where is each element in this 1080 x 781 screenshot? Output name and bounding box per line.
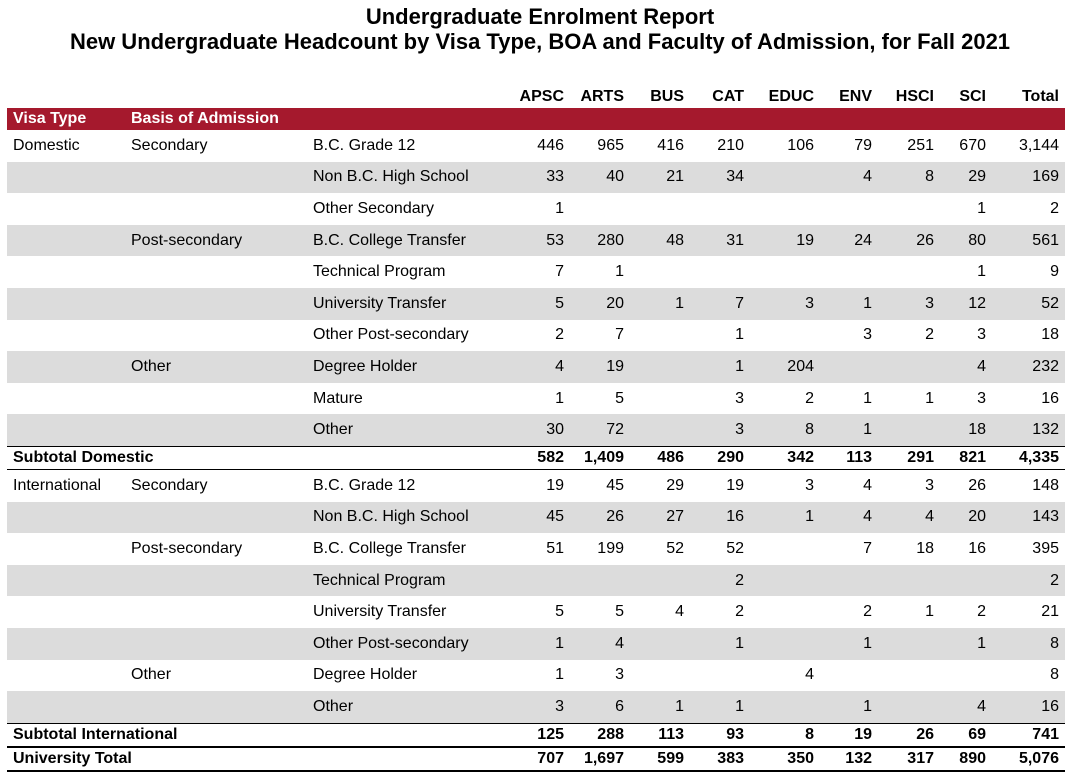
boa-cell (125, 288, 307, 320)
value-cell: 3 (615, 666, 624, 684)
value-cell: 4 (675, 603, 684, 621)
value-cell: 486 (630, 446, 690, 469)
visa-type-cell (7, 288, 125, 320)
value-cell (630, 414, 690, 446)
subtotal-label: Subtotal Domestic (7, 446, 510, 469)
value-cell: 199 (597, 539, 624, 557)
boa-cell: Secondary (131, 136, 208, 154)
value-cell: 24 (820, 225, 878, 257)
admission-type-cell: Other Post-secondary (313, 326, 469, 344)
boa-cell (125, 691, 307, 723)
value-cell: 69 (940, 723, 992, 747)
value-cell: 53 (510, 225, 570, 257)
value-cell (878, 628, 940, 660)
report-title: Undergraduate Enrolment Report (365, 4, 715, 29)
value-cell (630, 256, 690, 288)
value-cell: 4 (820, 469, 878, 501)
boa-cell: Post-secondary (125, 225, 307, 257)
admission-type-cell: Degree Holder (313, 666, 418, 684)
value-cell: 4 (940, 691, 992, 723)
value-cell (750, 565, 820, 597)
value-cell (630, 320, 690, 352)
col-header: Total (1021, 88, 1059, 105)
admission-type-cell: Mature (313, 389, 363, 407)
subtotal-row (7, 723, 1065, 747)
visa-type-cell (7, 628, 125, 660)
admission-type-cell: University Transfer (313, 603, 447, 621)
boa-cell (125, 320, 307, 352)
value-cell: 210 (717, 136, 744, 154)
value-cell (820, 660, 878, 692)
value-cell: 8 (992, 628, 1065, 660)
admission-type-cell: Technical Program (307, 565, 510, 597)
table-row (7, 162, 1065, 194)
value-cell (750, 256, 820, 288)
value-cell: 1 (690, 351, 750, 383)
value-cell: 45 (510, 502, 570, 534)
enrolment-table (7, 78, 1065, 772)
value-cell: 416 (657, 136, 684, 154)
value-cell: 51 (546, 539, 564, 557)
admission-type-cell: Technical Program (313, 263, 446, 281)
visa-type-cell (7, 565, 125, 597)
value-cell: 31 (690, 225, 750, 257)
col-header: ENV (839, 88, 872, 105)
visa-type-cell (7, 351, 125, 383)
subtotal-label: University Total (7, 747, 510, 771)
value-cell: 1,697 (570, 747, 630, 771)
col-header: SCI (959, 88, 986, 105)
value-cell: 5 (510, 288, 570, 320)
value-cell: 1 (690, 628, 750, 660)
value-cell: 18 (940, 414, 992, 446)
boa-cell (125, 414, 307, 446)
value-cell: 1 (863, 389, 872, 407)
value-cell: 1 (820, 288, 878, 320)
value-cell: 5 (615, 603, 624, 621)
value-cell: 5 (555, 603, 564, 621)
value-cell: 29 (630, 469, 690, 501)
value-cell: 1 (630, 288, 690, 320)
visa-type-cell (7, 414, 125, 446)
value-cell: 232 (992, 351, 1065, 383)
value-cell: 5 (615, 389, 624, 407)
table-row (7, 320, 1065, 352)
value-cell: 29 (940, 162, 992, 194)
value-cell: 45 (570, 469, 630, 501)
table-row (7, 414, 1065, 446)
value-cell: 9 (1050, 263, 1059, 281)
visa-type-cell: International (7, 469, 125, 501)
value-cell: 148 (992, 469, 1065, 501)
value-cell: 2 (977, 603, 986, 621)
value-cell: 27 (630, 502, 690, 534)
value-cell (878, 565, 940, 597)
admission-type-cell: B.C. College Transfer (307, 225, 510, 257)
value-cell (630, 383, 690, 415)
value-cell: 19 (750, 225, 820, 257)
visa-type-cell (7, 383, 125, 415)
value-cell: 2 (992, 565, 1065, 597)
value-cell (878, 351, 940, 383)
value-cell: 12 (940, 288, 992, 320)
boa-cell (125, 565, 307, 597)
value-cell: 52 (992, 288, 1065, 320)
admission-type-cell: Other (307, 414, 510, 446)
value-cell: 280 (570, 225, 630, 257)
value-cell: 19 (570, 351, 630, 383)
value-cell: 125 (510, 723, 570, 747)
value-cell: 291 (878, 446, 940, 469)
value-cell: 8 (1050, 666, 1059, 684)
table-row (7, 469, 1065, 501)
boa-cell: Other (125, 351, 307, 383)
value-cell: 1 (750, 502, 820, 534)
visa-type-cell: Domestic (13, 136, 80, 154)
value-cell (940, 660, 992, 692)
admission-type-cell: B.C. Grade 12 (313, 136, 416, 154)
value-cell: 113 (630, 723, 690, 747)
value-cell (750, 533, 820, 565)
value-cell: 2 (1050, 199, 1059, 217)
value-cell: 4 (940, 351, 992, 383)
value-cell: 4 (820, 502, 878, 534)
value-cell: 8 (750, 414, 820, 446)
value-cell: 26 (940, 469, 992, 501)
value-cell (570, 193, 630, 225)
value-cell: 395 (1032, 539, 1059, 557)
value-cell (630, 660, 690, 692)
value-cell: 2 (805, 389, 814, 407)
boa-header: Basis of Admission (125, 108, 1065, 130)
value-cell: 26 (878, 225, 940, 257)
value-cell (878, 193, 940, 225)
value-cell: 106 (787, 136, 814, 154)
value-cell: 1 (735, 326, 744, 344)
subtotal-row (7, 446, 1065, 469)
visa-type-cell (7, 320, 125, 352)
value-cell: 18 (1041, 326, 1059, 344)
boa-cell (125, 502, 307, 534)
value-cell: 561 (992, 225, 1065, 257)
value-cell (690, 193, 750, 225)
value-cell: 72 (570, 414, 630, 446)
value-cell: 7 (555, 263, 564, 281)
value-cell (630, 193, 690, 225)
table-row (7, 596, 1065, 628)
value-cell: 2 (863, 603, 872, 621)
value-cell: 20 (570, 288, 630, 320)
subtotal-label: Subtotal International (7, 723, 510, 747)
value-cell: 21 (1041, 603, 1059, 621)
value-cell: 350 (750, 747, 820, 771)
value-cell: 4 (510, 351, 570, 383)
table-row (7, 225, 1065, 257)
value-cell: 6 (570, 691, 630, 723)
value-cell: 707 (510, 747, 570, 771)
value-cell: 3 (878, 469, 940, 501)
value-cell: 33 (510, 162, 570, 194)
value-cell: 52 (726, 539, 744, 557)
value-cell: 1 (977, 199, 986, 217)
value-cell: 7 (863, 539, 872, 557)
value-cell: 7 (615, 326, 624, 344)
col-header: EDUC (768, 88, 814, 105)
admission-type-cell: B.C. Grade 12 (307, 469, 510, 501)
value-cell: 2 (555, 326, 564, 344)
table-row (7, 130, 1065, 162)
value-cell: 1 (510, 628, 570, 660)
value-cell: 4 (805, 666, 814, 684)
value-cell: 19 (510, 469, 570, 501)
value-cell: 18 (916, 539, 934, 557)
value-cell: 40 (570, 162, 630, 194)
value-cell (820, 256, 878, 288)
value-cell: 8 (750, 723, 820, 747)
col-header: CAT (712, 88, 744, 105)
value-cell: 30 (510, 414, 570, 446)
value-cell: 4 (878, 502, 940, 534)
value-cell: 4 (820, 162, 878, 194)
value-cell (750, 691, 820, 723)
value-cell: 7 (690, 288, 750, 320)
value-cell (878, 691, 940, 723)
boa-cell (125, 256, 307, 288)
value-cell (878, 660, 940, 692)
col-header: ARTS (580, 88, 624, 105)
boa-cell (125, 383, 307, 415)
value-cell: 2 (735, 603, 744, 621)
value-cell: 383 (690, 747, 750, 771)
admission-type-cell: Degree Holder (307, 351, 510, 383)
value-cell: 16 (968, 539, 986, 557)
table-row (7, 193, 1065, 225)
value-cell (510, 565, 570, 597)
value-cell: 288 (570, 723, 630, 747)
value-cell: 821 (940, 446, 992, 469)
value-cell (878, 414, 940, 446)
boa-cell (125, 193, 307, 225)
value-cell: 3,144 (1018, 136, 1059, 154)
admission-type-cell: B.C. College Transfer (313, 539, 466, 557)
table-row (7, 288, 1065, 320)
value-cell (820, 193, 878, 225)
value-cell (630, 565, 690, 597)
value-cell: 446 (537, 136, 564, 154)
value-cell: 4 (570, 628, 630, 660)
value-cell (690, 660, 750, 692)
value-cell: 890 (940, 747, 992, 771)
value-cell: 1 (555, 199, 564, 217)
value-cell: 1,409 (570, 446, 630, 469)
value-cell: 1 (615, 263, 624, 281)
value-cell (940, 565, 992, 597)
value-cell: 52 (666, 539, 684, 557)
value-cell: 26 (570, 502, 630, 534)
value-cell: 290 (690, 446, 750, 469)
value-cell (820, 351, 878, 383)
table-row (7, 502, 1065, 534)
university-total-row (7, 747, 1065, 771)
value-cell: 317 (878, 747, 940, 771)
value-cell (630, 628, 690, 660)
value-cell: 132 (992, 414, 1065, 446)
visa-type-cell (7, 691, 125, 723)
value-cell: 169 (992, 162, 1065, 194)
value-cell: 21 (630, 162, 690, 194)
value-cell: 342 (750, 446, 820, 469)
value-cell: 3 (878, 288, 940, 320)
value-cell: 80 (940, 225, 992, 257)
admission-type-cell: Non B.C. High School (307, 162, 510, 194)
table-row (7, 660, 1065, 692)
value-cell: 26 (878, 723, 940, 747)
value-cell (750, 320, 820, 352)
value-cell: 79 (854, 136, 872, 154)
col-header: HSCI (895, 88, 934, 105)
visa-type-cell (7, 533, 125, 565)
value-cell: 3 (510, 691, 570, 723)
value-cell: 8 (878, 162, 940, 194)
value-cell: 582 (510, 446, 570, 469)
value-cell (570, 565, 630, 597)
value-cell: 16 (992, 691, 1065, 723)
value-cell (690, 256, 750, 288)
value-cell (750, 162, 820, 194)
col-header: APSC (519, 88, 564, 105)
visa-type-cell (7, 596, 125, 628)
value-cell: 132 (820, 747, 878, 771)
visa-type-header: Visa Type (7, 108, 125, 130)
value-cell: 1 (555, 389, 564, 407)
value-cell: 48 (630, 225, 690, 257)
value-cell: 34 (690, 162, 750, 194)
value-cell: 204 (750, 351, 820, 383)
value-cell (878, 256, 940, 288)
visa-type-cell (7, 502, 125, 534)
value-cell: 2 (690, 565, 750, 597)
table-row (7, 383, 1065, 415)
visa-type-cell (7, 660, 125, 692)
value-cell: 1 (820, 628, 878, 660)
value-cell: 251 (907, 136, 934, 154)
value-cell: 20 (940, 502, 992, 534)
col-header: BUS (650, 88, 684, 105)
admission-type-cell: Other (307, 691, 510, 723)
value-cell: 599 (630, 747, 690, 771)
admission-type-cell: Other Secondary (313, 199, 434, 217)
value-cell: 16 (1041, 389, 1059, 407)
visa-type-cell (7, 193, 125, 225)
visa-type-cell (7, 256, 125, 288)
value-cell: 19 (820, 723, 878, 747)
value-cell: 5,076 (992, 747, 1065, 771)
visa-type-cell (7, 225, 125, 257)
header-band (7, 108, 1065, 130)
value-cell: 4,335 (992, 446, 1065, 469)
report-subtitle: New Undergraduate Headcount by Visa Type, BOA and Faculty of Admission, for Fall 2021 (69, 29, 1011, 55)
value-cell: 143 (992, 502, 1065, 534)
value-cell: 3 (750, 469, 820, 501)
value-cell: 965 (597, 136, 624, 154)
table-row (7, 351, 1065, 383)
admission-type-cell: University Transfer (307, 288, 510, 320)
value-cell: 1 (630, 691, 690, 723)
value-cell: 2 (925, 326, 934, 344)
value-cell: 3 (750, 288, 820, 320)
value-cell: 670 (959, 136, 986, 154)
value-cell: 3 (863, 326, 872, 344)
value-cell (750, 628, 820, 660)
value-cell (750, 596, 820, 628)
value-cell (630, 351, 690, 383)
value-cell: 3 (977, 326, 986, 344)
value-cell: 1 (925, 389, 934, 407)
admission-type-cell: Non B.C. High School (307, 502, 510, 534)
value-cell: 1 (977, 263, 986, 281)
boa-cell (125, 596, 307, 628)
admission-type-cell: Other Post-secondary (307, 628, 510, 660)
boa-cell: Post-secondary (131, 539, 243, 557)
value-cell (750, 193, 820, 225)
value-cell: 1 (820, 414, 878, 446)
boa-cell: Secondary (125, 469, 307, 501)
value-cell (820, 565, 878, 597)
table-row (7, 691, 1065, 723)
value-cell: 1 (820, 691, 878, 723)
value-cell: 1 (940, 628, 992, 660)
faculty-header-row (7, 78, 1065, 108)
boa-cell (125, 162, 307, 194)
table-row (7, 256, 1065, 288)
visa-type-cell (7, 162, 125, 194)
boa-cell (125, 628, 307, 660)
value-cell: 19 (690, 469, 750, 501)
value-cell: 1 (925, 603, 934, 621)
value-cell: 3 (690, 414, 750, 446)
boa-cell: Other (131, 666, 172, 684)
value-cell: 741 (992, 723, 1065, 747)
value-cell: 16 (690, 502, 750, 534)
value-cell: 93 (690, 723, 750, 747)
value-cell: 1 (690, 691, 750, 723)
value-cell: 1 (555, 666, 564, 684)
table-row (7, 565, 1065, 597)
table-row (7, 533, 1065, 565)
value-cell: 113 (820, 446, 878, 469)
value-cell: 3 (735, 389, 744, 407)
table-row (7, 628, 1065, 660)
value-cell: 3 (977, 389, 986, 407)
